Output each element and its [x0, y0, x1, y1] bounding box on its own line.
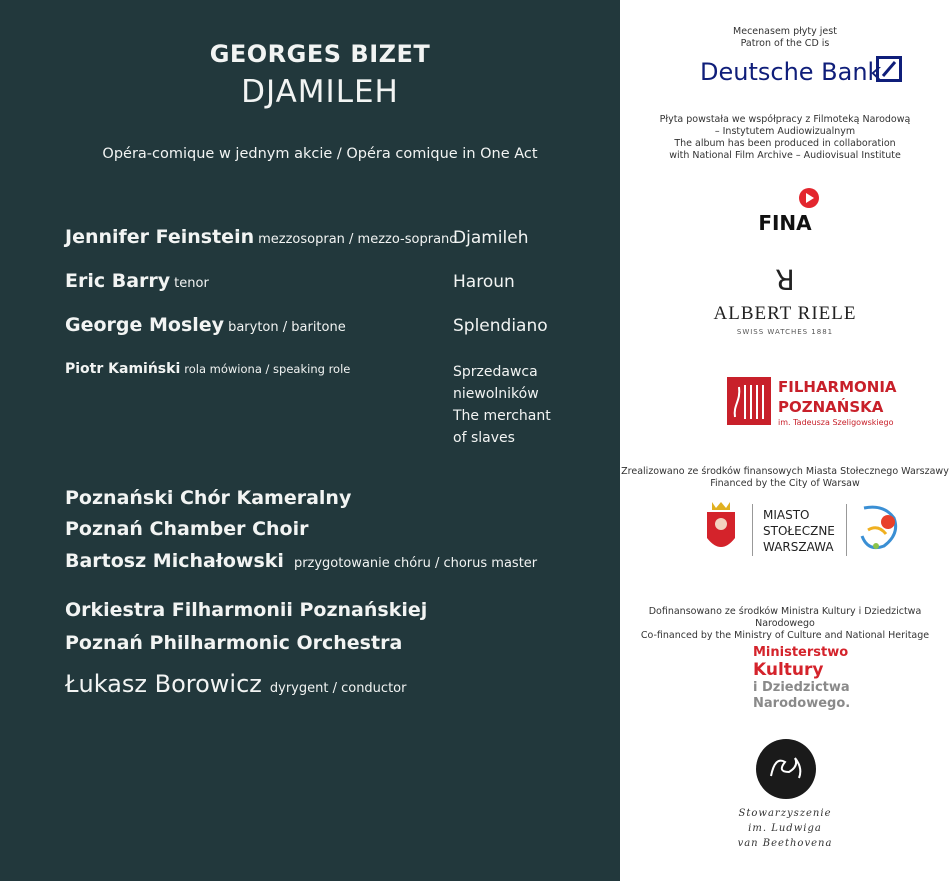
character-name: Splendiano: [453, 316, 548, 336]
fina-logo-text: FINA: [758, 211, 812, 235]
chorus-master-name: Bartosz Michałowski: [65, 550, 284, 572]
cast-row: [65, 361, 350, 377]
divider: [752, 504, 753, 556]
divider: [846, 504, 847, 556]
opera-subtitle: Opéra-comique w jednym akcie / Opéra comique in One Act: [102, 146, 538, 162]
filharmonia-line: FILHARMONIA: [778, 378, 897, 396]
beethoven-line: van Beethovena: [737, 838, 833, 849]
beethoven-line: im. Ludwiga: [748, 823, 822, 834]
fina-note-line: with National Film Archive – Audiovisual Institute: [669, 150, 901, 161]
patron-line: Mecenasem płyty jest: [733, 26, 837, 37]
character-line: The merchant: [453, 408, 551, 424]
ministry-line: Kultury: [753, 660, 824, 680]
character-name: Haroun: [453, 272, 515, 292]
warsaw-note: [620, 466, 950, 490]
voice-type: rola mówiona / speaking role: [184, 362, 351, 376]
speaker-name: Piotr Kamiński: [65, 361, 181, 377]
chorus-master-row: [65, 550, 537, 572]
ministry-line: i Dziedzictwa: [753, 680, 850, 695]
warsaw-wordmark: [763, 507, 835, 555]
siren-logo-icon: [854, 500, 906, 560]
ministry-line: Narodowego.: [753, 696, 851, 711]
warsaw-line: STOŁECZNE: [763, 524, 835, 538]
opera-title: DJAMILEH: [241, 74, 399, 110]
filharmonia-sub: im. Tadeusza Szeligowskiego: [778, 418, 894, 427]
filharmonia-logo-icon: [727, 377, 771, 425]
singer-name: George Mosley: [65, 314, 225, 336]
cast-row: [65, 226, 457, 248]
albert-riele-sub: SWISS WATCHES 1881: [736, 328, 834, 336]
deutsche-bank-wordmark: Deutsche Bank: [700, 58, 882, 86]
filharmonia-wordmark: [778, 377, 897, 429]
filharmonia-line: POZNAŃSKA: [778, 398, 884, 416]
singer-name: Eric Barry: [65, 270, 171, 292]
beethoven-line: Stowarzyszenie: [738, 808, 832, 819]
patron-line: Patron of the CD is: [740, 38, 830, 49]
orchestra-name-en: Poznań Philharmonic Orchestra: [65, 632, 403, 654]
beethoven-wordmark: [620, 806, 950, 851]
conductor-role: dyrygent / conductor: [269, 681, 407, 696]
fina-note-line: – Instytutem Audiowizualnym: [714, 126, 856, 137]
chorus-master-role: przygotowanie chóru / chorus master: [293, 556, 538, 571]
ministry-note: [620, 606, 950, 642]
character-line: Sprzedawca: [453, 364, 538, 380]
warsaw-line: MIASTO: [763, 508, 810, 522]
fina-note-line: Płyta powstała we współpracy z Filmoteką Narodową: [659, 114, 911, 125]
warsaw-crest-icon: [704, 500, 738, 560]
voice-type: tenor: [174, 276, 209, 291]
singer-name: Jennifer Feinstein: [65, 226, 255, 248]
patron-note: [620, 26, 950, 50]
choir-name-en: Poznań Chamber Choir: [65, 518, 309, 540]
voice-type: baryton / baritone: [228, 320, 346, 335]
ministry-note-line: Dofinansowano ze środków Ministra Kultury i Dziedzictwa Narodowego: [648, 606, 922, 629]
ministry-line: Ministerstwo: [753, 645, 849, 660]
sponsors-panel: [620, 0, 950, 881]
character-name: Djamileh: [453, 228, 529, 248]
conductor-row: [65, 670, 406, 698]
composer-name: GEORGES BIZET: [209, 40, 431, 68]
beethoven-monogram-icon: [755, 738, 817, 804]
cast-row: [65, 270, 209, 292]
fina-note-line: The album has been produced in collaboration: [674, 138, 896, 149]
warsaw-note-line: Zrealizowano ze środków finansowych Miasta Stołecznego Warszawy: [621, 466, 949, 477]
play-icon: [798, 187, 820, 213]
conductor-name: Łukasz Borowicz: [65, 670, 262, 698]
voice-type: mezzosopran / mezzo-soprano: [258, 232, 458, 247]
choir-name-pl: Poznański Chór Kameralny: [65, 487, 352, 509]
deutsche-bank-logo-icon: [876, 56, 902, 82]
warsaw-line: WARSZAWA: [763, 540, 834, 554]
fina-note: [620, 114, 950, 162]
character-line: of slaves: [453, 430, 515, 446]
character-line: niewolników: [453, 386, 539, 402]
albert-riele-monogram: ꓤ: [775, 264, 795, 297]
ministry-note-line: Co-financed by the Ministry of Culture and National Heritage: [640, 630, 930, 641]
orchestra-name-pl: Orkiestra Filharmonii Poznańskiej: [65, 599, 428, 621]
albert-riele-wordmark: ALBERT RIELE: [713, 303, 857, 324]
character-name-block: [453, 361, 551, 449]
ministry-wordmark: [753, 645, 850, 712]
cast-row: [65, 314, 346, 336]
warsaw-note-line: Financed by the City of Warsaw: [710, 478, 860, 489]
